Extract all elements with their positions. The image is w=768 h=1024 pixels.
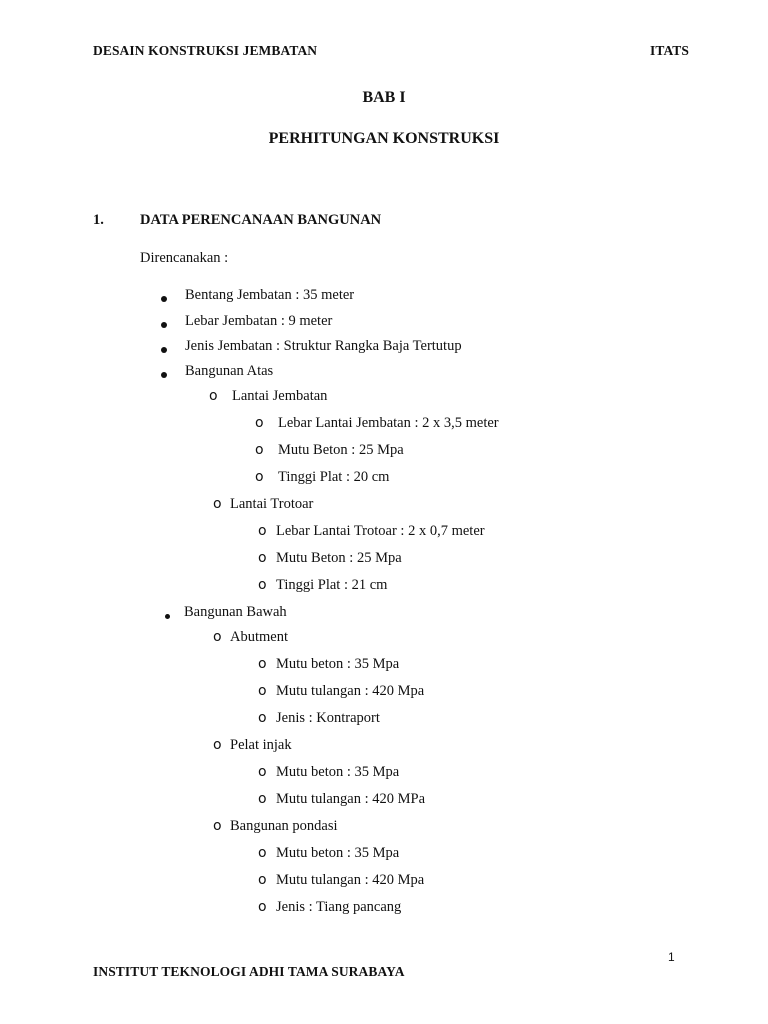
list-item: Mutu tulangan : 420 MPa — [276, 791, 426, 807]
list-item: Tinggi Plat : 20 cm — [278, 469, 390, 485]
circle-bullet-icon: o — [213, 629, 222, 645]
list-item: Mutu tulangan : 420 Mpa — [276, 683, 425, 699]
section-title: DATA PERENCANAAN BANGUNAN — [140, 212, 382, 228]
list-item: Mutu Beton : 25 Mpa — [278, 442, 404, 458]
circle-bullet-icon: o — [255, 415, 264, 431]
circle-bullet-icon: o — [258, 656, 267, 672]
circle-bullet-icon: o — [258, 872, 267, 888]
page-number: 1 — [668, 950, 675, 964]
bullet-icon — [161, 343, 167, 357]
list-item: Lebar Lantai Trotoar : 2 x 0,7 meter — [276, 523, 485, 539]
circle-bullet-icon: o — [255, 442, 264, 458]
circle-bullet-icon: o — [213, 818, 222, 834]
chapter-title: PERHITUNGAN KONSTRUKSI — [268, 130, 500, 147]
circle-bullet-icon: o — [258, 710, 267, 726]
circle-bullet-icon: o — [258, 683, 267, 699]
list-item: Jenis : Kontraport — [276, 710, 380, 726]
sub-lantai-jembatan: Lantai Jembatan — [232, 388, 328, 404]
sub-bangunan-pondasi: Bangunan pondasi — [230, 818, 338, 834]
circle-bullet-icon: o — [213, 496, 222, 512]
sub-abutment: Abutment — [230, 629, 288, 645]
header-institution-abbrev: ITATS — [650, 43, 690, 58]
circle-bullet-icon: o — [209, 388, 218, 404]
circle-bullet-icon: o — [258, 550, 267, 566]
circle-bullet-icon: o — [258, 845, 267, 861]
list-item: Mutu Beton : 25 Mpa — [276, 550, 402, 566]
circle-bullet-icon: o — [258, 764, 267, 780]
bullet-icon — [161, 318, 167, 332]
item-bangunan-bawah: Bangunan Bawah — [184, 604, 287, 620]
list-item: Mutu beton : 35 Mpa — [276, 656, 400, 672]
chapter-number: BAB I — [362, 89, 406, 106]
list-item: Lebar Lantai Jembatan : 2 x 3,5 meter — [278, 415, 499, 431]
header-document-title: DESAIN KONSTRUKSI JEMBATAN — [93, 43, 318, 58]
item-lebar: Lebar Jembatan : 9 meter — [185, 313, 333, 329]
list-item: Tinggi Plat : 21 cm — [276, 577, 388, 593]
bullet-icon — [165, 609, 170, 623]
list-item: Mutu tulangan : 420 Mpa — [276, 872, 425, 888]
list-item: Mutu beton : 35 Mpa — [276, 764, 400, 780]
intro-text: Direncanakan : — [140, 250, 229, 266]
sub-lantai-trotoar: Lantai Trotoar — [230, 496, 314, 512]
bullet-icon — [161, 292, 167, 306]
list-item: Mutu beton : 35 Mpa — [276, 845, 400, 861]
item-bangunan-atas: Bangunan Atas — [185, 363, 274, 379]
circle-bullet-icon: o — [258, 899, 267, 915]
circle-bullet-icon: o — [258, 523, 267, 539]
item-jenis: Jenis Jembatan : Struktur Rangka Baja Tertutup — [185, 338, 462, 354]
circle-bullet-icon: o — [213, 737, 222, 753]
footer-institution: INSTITUT TEKNOLOGI ADHI TAMA SURABAYA — [93, 964, 405, 979]
section-number: 1. — [93, 212, 104, 228]
circle-bullet-icon: o — [258, 791, 267, 807]
circle-bullet-icon: o — [258, 577, 267, 593]
bullet-icon — [161, 368, 167, 382]
circle-bullet-icon: o — [255, 469, 264, 485]
item-bentang: Bentang Jembatan : 35 meter — [185, 287, 355, 303]
sub-pelat-injak: Pelat injak — [230, 737, 292, 753]
list-item: Jenis : Tiang pancang — [276, 899, 402, 915]
